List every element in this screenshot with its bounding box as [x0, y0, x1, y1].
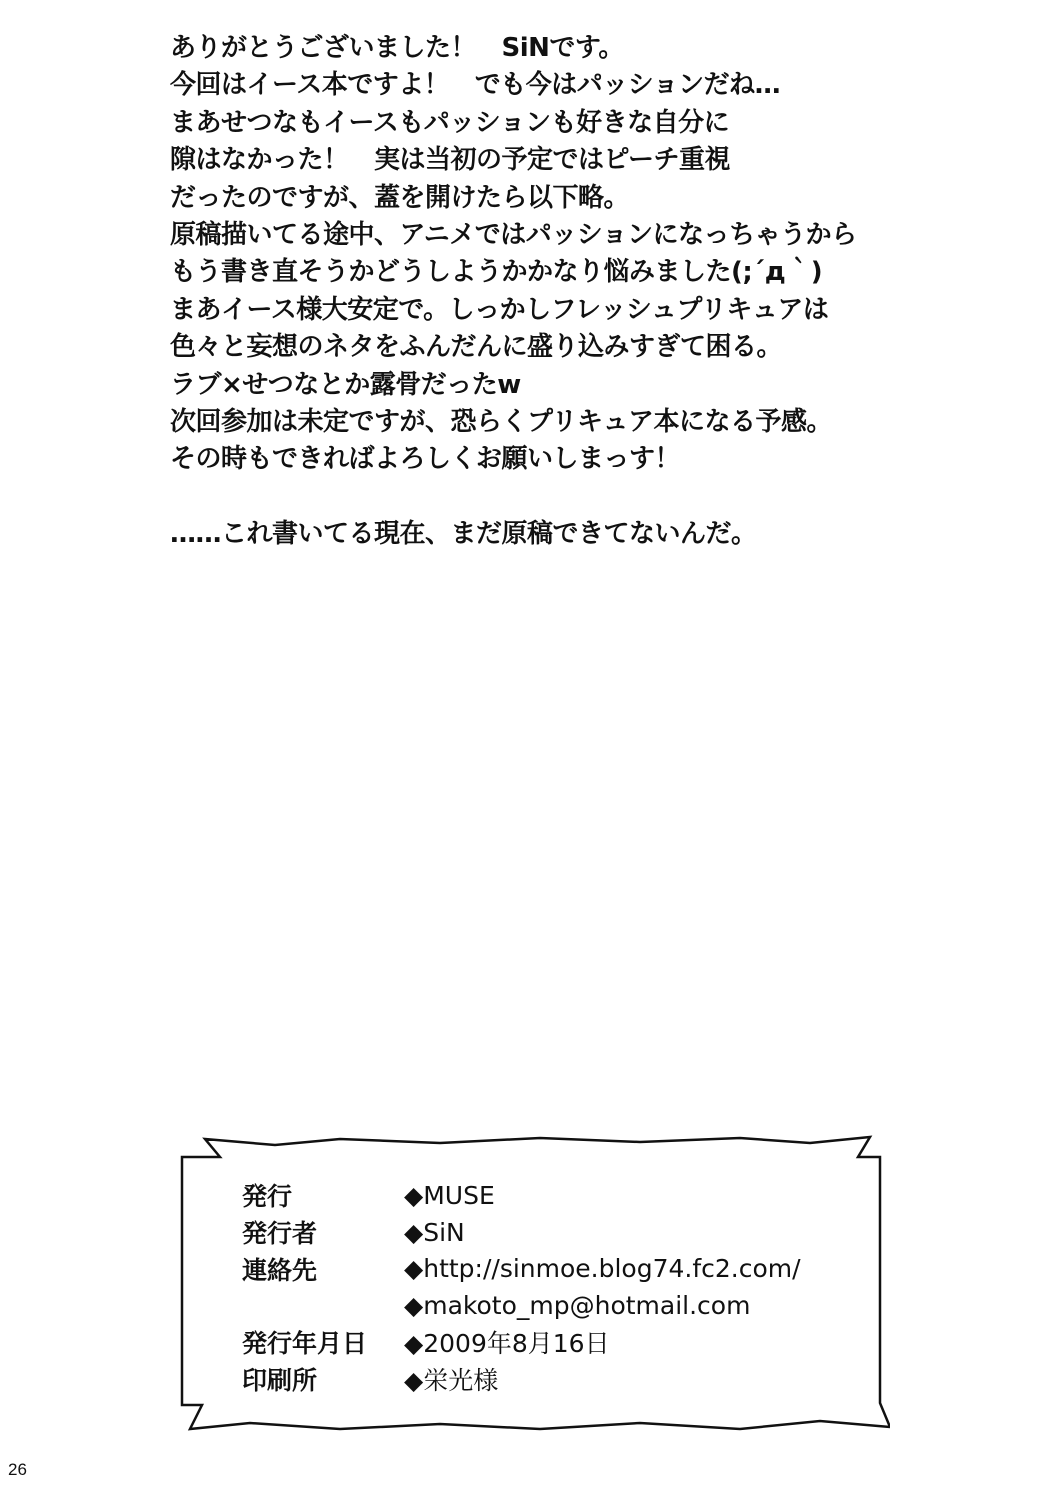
colophon-row-publisher [242, 1177, 801, 1214]
colophon-value: ◆MUSE [404, 1180, 495, 1210]
colophon-value: ◆http://sinmoe.blog74.fc2.com/ [404, 1254, 801, 1284]
afterword-line: ラブ×せつなとか露骨だったw [170, 369, 521, 400]
afterword-line: だったのですが、蓋を開けたら以下略。 [170, 182, 630, 213]
colophon-row-date [242, 1324, 801, 1361]
colophon-rows [242, 1177, 801, 1397]
afterword-line: 色々と妄想のネタをふんだんに盛り込みすぎて困る。 [170, 332, 783, 363]
afterword-line: 隙はなかった！ 実は当初の予定ではピーチ重視 [170, 145, 730, 176]
colophon-label: 発行年月日 [242, 1329, 368, 1359]
colophon-row-printer [242, 1360, 801, 1397]
afterword-line: まあイース様大安定で。しっかしフレッシュプリキュアは [170, 294, 829, 325]
colophon-row-contact-url [242, 1250, 801, 1287]
afterword-line: ありがとうございました！ SiNです。 [170, 33, 624, 63]
afterword-line: まあせつなもイースもパッションも好きな自分に [170, 107, 730, 138]
afterword-line: 次回参加は未定ですが、恐らくプリキュア本になる予感。 [170, 407, 832, 438]
afterword-line: 原稿描いてる途中、アニメではパッションになっちゃうから [170, 220, 857, 251]
colophon-row-author [242, 1214, 801, 1251]
colophon-label: 連絡先 [242, 1255, 318, 1285]
colophon-box [180, 1135, 890, 1435]
afterword-text [170, 30, 1030, 553]
colophon-value: ◆2009年8月16日 [404, 1329, 610, 1359]
afterword-line: その時もできればよろしくお願いしまっす！ [170, 444, 681, 475]
afterword-line: 今回はイース本ですよ！ でも今はパッションだね… [170, 70, 781, 101]
afterword-closing-line: ……これ書いてる現在、まだ原稿できてないんだ。 [170, 518, 757, 549]
colophon-label: 印刷所 [242, 1365, 318, 1395]
colophon-row-contact-email [242, 1287, 801, 1324]
page-number: 26 [8, 1460, 27, 1479]
colophon-label: 発行 [242, 1182, 293, 1212]
afterword-line: もう書き直そうかどうしようかかなり悩みました(;´д｀) [170, 257, 823, 288]
colophon-value: ◆makoto_mp@hotmail.com [404, 1290, 751, 1320]
colophon-value: ◆SiN [404, 1217, 465, 1247]
colophon-label: 発行者 [242, 1219, 318, 1249]
colophon-value: ◆栄光様 [404, 1365, 499, 1395]
